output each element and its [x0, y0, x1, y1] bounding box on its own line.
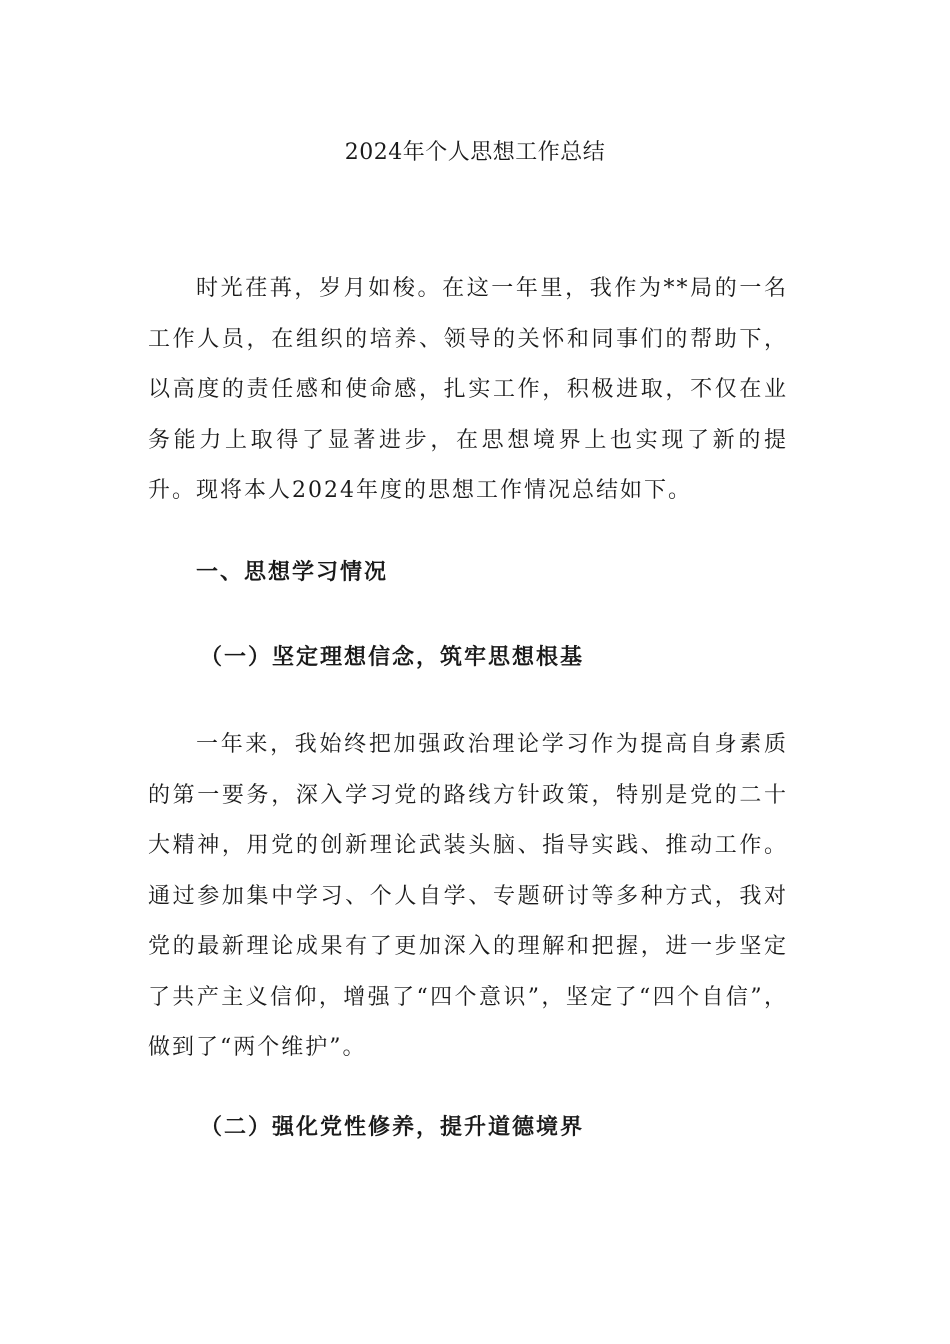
- section-heading-thought-study: 一、思想学习情况: [196, 559, 389, 585]
- intro-paragraph: 时光荏苒，岁月如梭。在这一年里，我作为**局的一名工作人员，在组织的培养、领导的关怀和同事们的帮助下，以高度的责任感和使命感，扎实工作，积极进取，不仅在业务能力上取得了显著进步，在思想境界上也实现了新的提升。现将本人2024年度的思想工作情况总结如下。: [148, 276, 788, 503]
- subsection-paragraph-ideals: 一年来，我始终把加强政治理论学习作为提高自身素质的第一要务，深入学习党的路线方针政策，特别是党的二十大精神，用党的创新理论武装头脑、指导实践、推动工作。通过参加集中学习、个人自学、专题研讨等多种方式，我对党的最新理论成果有了更加深入的理解和把握，进一步坚定了共产主义信仰，增强了“四个意识”，坚定了“四个自信”，做到了“两个维护”。: [148, 732, 788, 1060]
- subsection-heading-party-spirit: （二）强化党性修养，提升道德境界: [200, 1114, 585, 1140]
- subsection-heading-ideals: （一）坚定理想信念，筑牢思想根基: [200, 644, 585, 670]
- document-title: 2024年个人思想工作总结: [344, 140, 606, 165]
